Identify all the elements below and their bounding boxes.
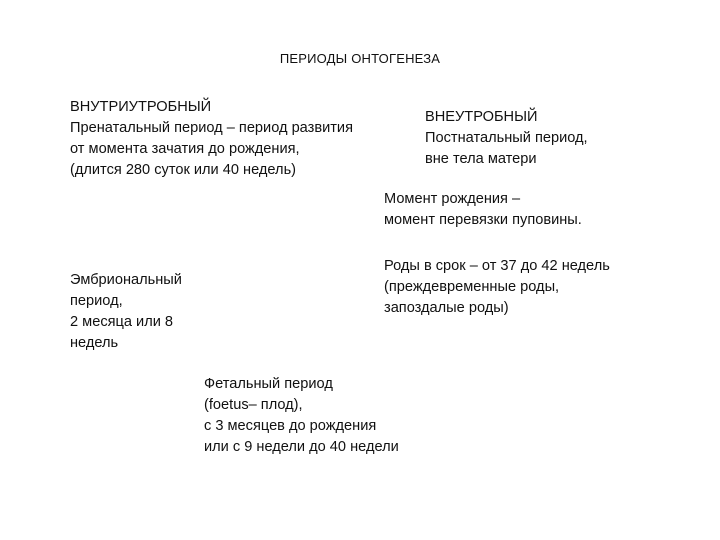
prenatal-line: (длится 280 суток или 40 недель) [70,162,297,178]
postnatal-line: вне тела матери [425,151,537,167]
fetal-line: Фетальный период [204,376,333,392]
term-birth-line: Роды в срок – от 37 до 42 недель [384,258,610,274]
fetal-line: (foetus– плод), [204,397,303,413]
birth-moment-line: момент перевязки пуповины. [384,212,582,228]
postnatal-heading: ВНЕУТРОБНЫЙ [425,109,538,125]
term-birth-line: запоздалые роды) [384,300,509,316]
embryonic-period-block [70,270,182,354]
embryonic-line: 2 месяца или 8 [70,314,174,330]
prenatal-block [70,97,353,181]
prenatal-line: от момента зачатия до рождения, [70,141,300,157]
birth-moment-line: Момент рождения – [384,191,521,207]
embryonic-line: Эмбриональный [70,272,182,288]
fetal-period-block [204,374,399,458]
fetal-line: или с 9 недели до 40 недели [204,439,399,455]
fetal-line: с 3 месяцев до рождения [204,418,377,434]
postnatal-block [425,107,588,170]
page-title: ПЕРИОДЫ ОНТОГЕНЕЗА [279,51,441,66]
term-birth-block [384,256,610,319]
term-birth-line: (преждевременные роды, [384,279,560,295]
embryonic-line: период, [70,293,123,309]
birth-moment-block [384,189,582,231]
postnatal-line: Постнатальный период, [425,130,588,146]
prenatal-heading: ВНУТРИУТРОБНЫЙ [70,99,212,115]
prenatal-line: Пренатальный период – период развития [70,120,353,136]
embryonic-line: недель [70,335,119,351]
